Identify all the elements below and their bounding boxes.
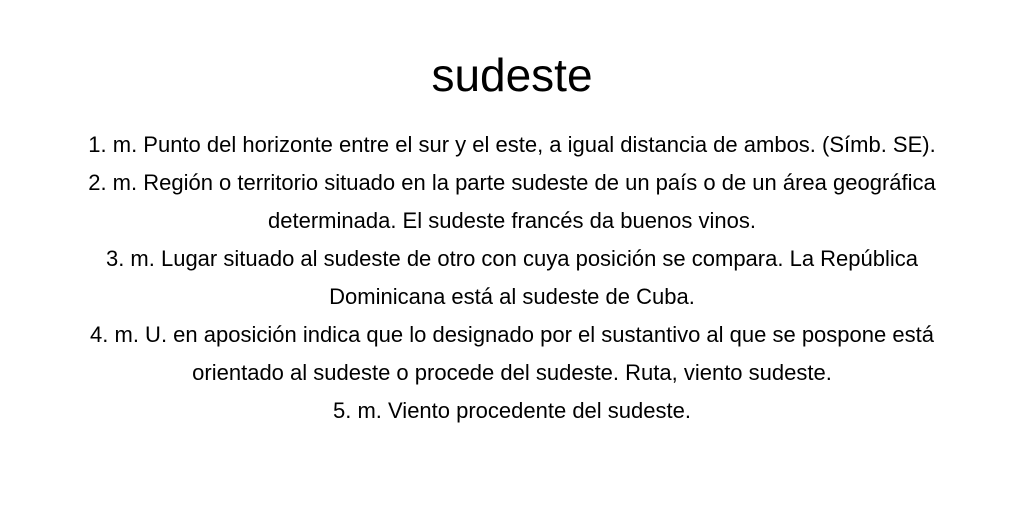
definition-5: 5. m. Viento procedente del sudeste. — [333, 398, 691, 423]
headword-title: sudeste — [431, 49, 593, 101]
definition-4: 4. m. U. en aposición indica que lo designado por el sustantivo al que se pospone está orientado al sudeste o procede del sudeste. Ruta, viento sudeste. — [90, 322, 934, 385]
definitions-list — [50, 126, 974, 430]
definition-3: 3. m. Lugar situado al sudeste de otro con cuya posición se compara. La República Dominicana está al sudeste de Cuba. — [105, 246, 919, 309]
definition-1: 1. m. Punto del horizonte entre el sur y el este, a igual distancia de ambos. (Símb. SE). — [88, 132, 936, 157]
definition-2: 2. m. Región o territorio situado en la parte sudeste de un país o de un área geográfica determinada. El sudeste francés da buenos vinos. — [88, 170, 936, 233]
